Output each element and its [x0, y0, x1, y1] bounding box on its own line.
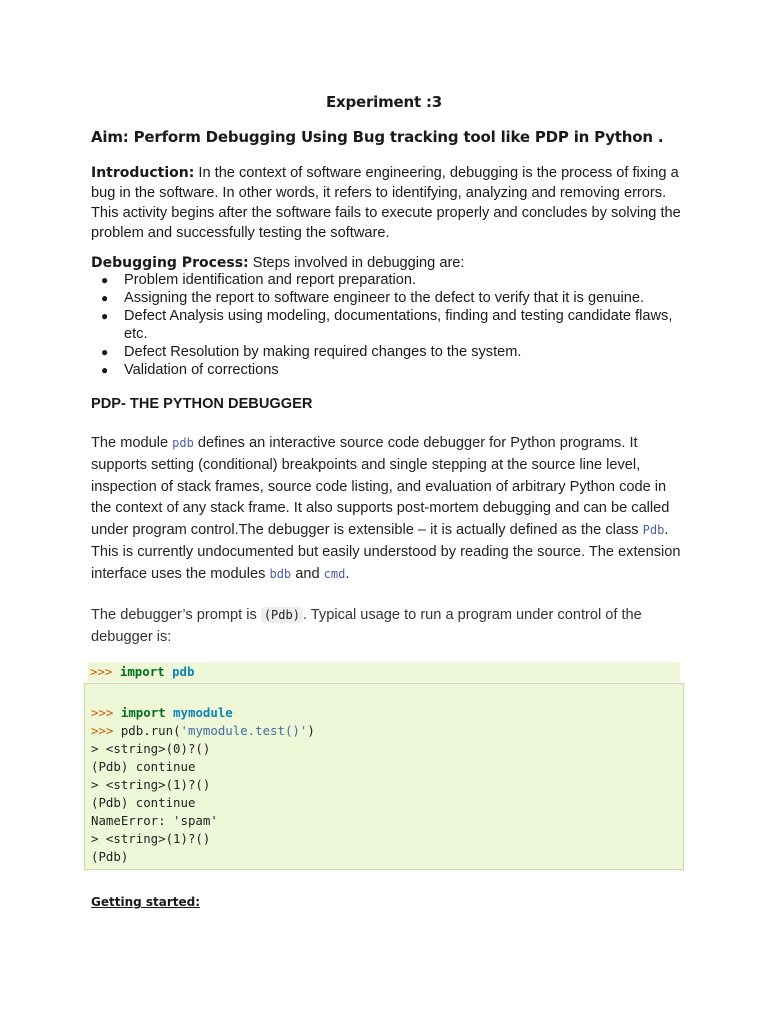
list-item-text: Defect Analysis using modeling, documentations, finding and testing candidate flaws, etc.	[124, 308, 673, 342]
list-item	[91, 343, 681, 361]
code-module: pdb	[172, 664, 195, 679]
code-module: mymodule	[173, 705, 233, 720]
paragraph-text: The debugger’s prompt is	[91, 607, 261, 623]
code-line: (Pdb) continue	[91, 795, 196, 810]
list-item-text: Validation of corrections	[124, 362, 279, 378]
code-keyword: import	[119, 664, 165, 679]
code-line: > <string>(1)?()	[91, 777, 211, 792]
code-pdb-prompt: (Pdb)	[261, 607, 303, 623]
list-item-text: Assigning the report to software engineer to the defect to verify that it is genuine.	[124, 290, 645, 306]
paragraph-text: The module	[91, 435, 173, 451]
code-line	[90, 663, 194, 681]
bullet-icon: ●	[101, 273, 109, 287]
code-call-end: )	[307, 723, 315, 738]
debugging-process-heading	[91, 254, 464, 272]
list-item	[91, 271, 681, 289]
code-string: 'mymodule.test()'	[180, 723, 308, 738]
code-prompt: >>>	[91, 723, 114, 738]
list-item	[91, 307, 681, 343]
code-keyword: import	[120, 705, 166, 720]
code-Pdb-class: Pdb	[642, 523, 665, 538]
introduction-label: Introduction:	[91, 165, 195, 181]
paragraph-text: and	[291, 565, 324, 582]
list-item	[91, 289, 681, 307]
code-prompt: >>>	[90, 664, 113, 679]
code-snippet-import-pdb	[88, 662, 680, 682]
pdb-module-paragraph	[91, 433, 681, 586]
code-line	[91, 704, 233, 722]
pdp-heading: PDP- THE PYTHON DEBUGGER	[91, 396, 313, 412]
bullet-icon: ●	[101, 363, 109, 377]
code-prompt: >>>	[91, 705, 114, 720]
code-cmd: cmd	[323, 566, 346, 581]
paragraph-text: . This is currently undocumented but easily understood by reading the source. The extension interface uses the modules	[91, 522, 681, 582]
debugging-steps-list	[91, 271, 681, 379]
paragraph-text: . Typical usage to run a program under control of the debugger is:	[91, 607, 642, 645]
introduction-text: In the context of software engineering, debugging is the process of fixing a bug in the software. In other words, it refers to identifying, analyzing and removing errors. This activity begins after the software fails to execute properly and concludes by solving the problem and successfully testing the software.	[91, 165, 681, 241]
bullet-icon: ●	[101, 345, 109, 359]
list-item	[91, 361, 681, 379]
list-item-text: Defect Resolution by making required changes to the system.	[124, 344, 522, 360]
aim-heading: Aim: Perform Debugging Using Bug tracking tool like PDP in Python .	[91, 128, 664, 146]
code-line: (Pdb) continue	[91, 759, 196, 774]
code-line: (Pdb)	[91, 849, 129, 864]
paragraph-text: .	[345, 565, 350, 582]
code-bdb: bdb	[269, 566, 292, 581]
debugging-process-text: Steps involved in debugging are:	[248, 255, 465, 271]
introduction-paragraph	[91, 163, 681, 243]
bullet-icon: ●	[101, 291, 109, 305]
code-line: > <string>(1)?()	[91, 831, 211, 846]
code-line: > <string>(0)?()	[91, 741, 211, 756]
paragraph-text: defines an interactive source code debugger for Python programs. It supports setting (conditional) breakpoints and single stepping at the source line level, inspection of stack frames, source code listing, and evaluation of arbitrary Python code in the context of any stack frame. It also supports post-mortem debugging and can be called under program control.The debugger is extensible – it is actually defined as the class	[91, 435, 670, 539]
code-line	[91, 722, 315, 740]
code-snippet-session	[84, 683, 684, 870]
code-pdb: pdb	[172, 436, 194, 450]
list-item-text: Problem identification and report preparation.	[124, 272, 417, 288]
bullet-icon: ●	[101, 309, 109, 323]
debugger-prompt-paragraph	[91, 604, 681, 648]
experiment-title: Experiment :3	[325, 93, 443, 111]
code-line: NameError: 'spam'	[91, 813, 218, 828]
getting-started-heading: Getting started:	[91, 895, 201, 909]
code-call: pdb.run(	[113, 723, 181, 738]
debugging-process-label: Debugging Process:	[91, 255, 249, 271]
